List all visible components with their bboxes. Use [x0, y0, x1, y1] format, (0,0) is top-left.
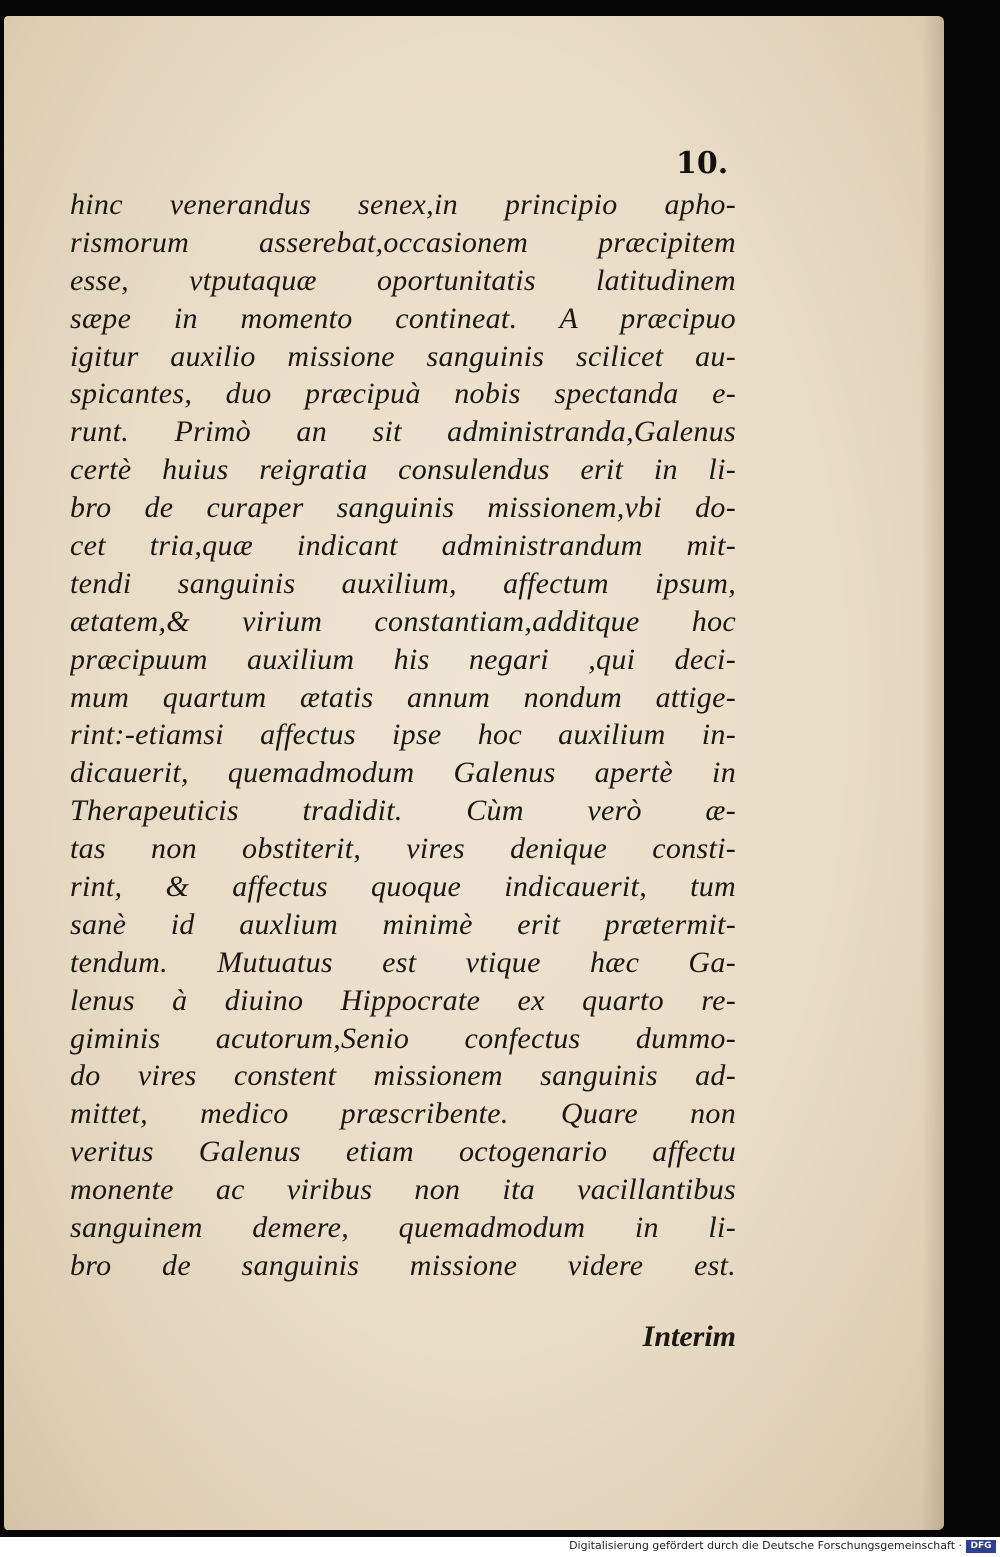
text-line: runt. Primò an sit administranda,Galenus: [70, 415, 736, 449]
book-page: [4, 16, 944, 1530]
text-line: sanguinem demere, quemadmodum in li-: [70, 1211, 736, 1245]
text-line: mum quartum ætatis annum nondum attige-: [70, 680, 736, 714]
text-line: præcipuum auxilium his negari ,qui deci-: [70, 642, 736, 676]
text-line: igitur auxilio missione sanguinis scilicet au-: [70, 339, 736, 373]
text-line: spicantes, duo præcipuà nobis spectanda e-: [70, 377, 736, 411]
text-line: dicauerit, quemadmodum Galenus apertè in: [70, 756, 736, 790]
text-line: do vires constent missionem sanguinis ad-: [70, 1059, 736, 1093]
text-line: rint:-etiamsi affectus ipse hoc auxilium in-: [70, 718, 736, 752]
text-line: tendum. Mutuatus est vtique hæc Ga-: [70, 945, 736, 979]
text-line: cet tria,quæ indicant administrandum mit-: [70, 529, 736, 563]
text-line: monente ac viribus non ita vacillantibus: [70, 1173, 736, 1207]
text-line: rismorum asserebat,occasionem præcipitem: [70, 225, 736, 259]
text-line: tas non obstiterit, vires denique consti-: [70, 832, 736, 866]
text-line: lenus à diuino Hippocrate ex quarto re-: [70, 983, 736, 1017]
funding-credit: Digitalisierung gefördert durch die Deutsche Forschungsgemeinschaft ·: [569, 1539, 962, 1552]
dfg-logo: DFG: [966, 1540, 996, 1553]
text-line: veritus Galenus etiam octogenario affectu: [70, 1135, 736, 1169]
text-line: bro de sanguinis missione videre est.: [70, 1248, 736, 1282]
text-line: giminis acutorum,Senio confectus dummo-: [70, 1021, 736, 1055]
text-line: tendi sanguinis auxilium, affectum ipsum,: [70, 566, 736, 600]
text-line: bro de curaper sanguinis missionem,vbi do-: [70, 491, 736, 525]
text-line: rint, & affectus quoque indicauerit, tum: [70, 870, 736, 904]
text-line: certè huius reigratia consulendus erit in li-: [70, 453, 736, 487]
text-line: esse, vtputaquæ oportunitatis latitudinem: [70, 263, 736, 297]
body-text: [70, 186, 736, 1285]
text-line: sanè id auxlium minimè erit prætermit-: [70, 907, 736, 941]
text-line: ætatem,& virium constantiam,additque hoc: [70, 604, 736, 638]
text-line: Therapeuticis tradidit. Cùm verò æ-: [70, 794, 736, 828]
text-line: mittet, medico præscribente. Quare non: [70, 1097, 736, 1131]
page-number: 10.: [676, 146, 729, 181]
footer-bar: [0, 1537, 1000, 1557]
text-line: hinc venerandus senex,in principio apho-: [70, 188, 736, 221]
text-line: sæpe in momento contineat. A præcipuo: [70, 301, 736, 335]
catchword: Interim: [642, 1320, 736, 1353]
